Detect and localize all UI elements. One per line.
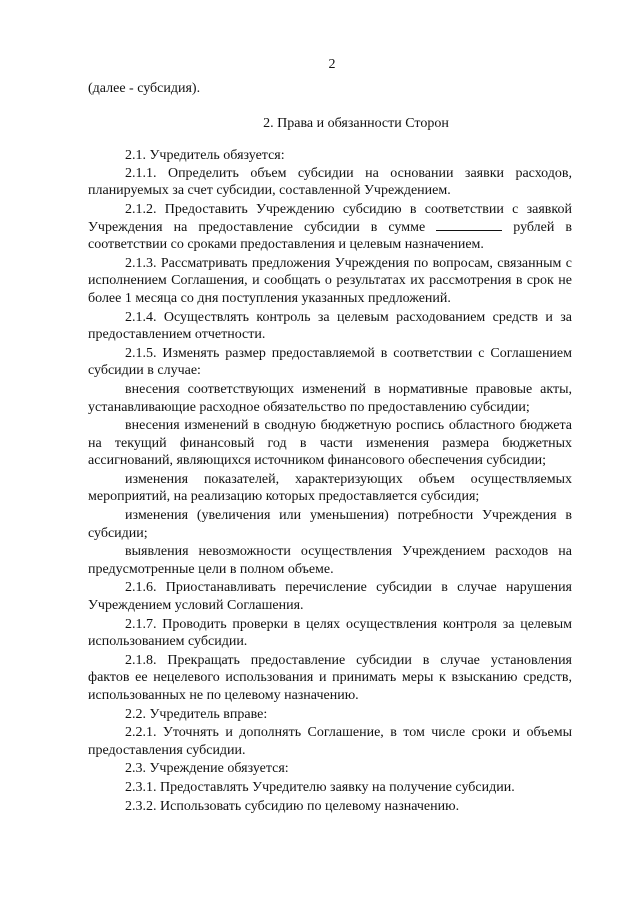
clause-2-1: 2.1. Учредитель обязуется: (125, 148, 285, 164)
clause-2-3-1: 2.3.1. Предоставлять Учредителю заявку на получение субсидии. (125, 779, 515, 795)
case-impossibility: выявления невозможности осуществления Учреждением расходов на предусмотренные цели в полном объеме. (88, 544, 572, 577)
document-page (88, 56, 572, 815)
clauses (88, 147, 572, 815)
case-legal-acts: внесения соответствующих изменений в нормативные правовые акты, устанавливающие расходное обязательство по предоставлению субсидии; (88, 381, 572, 415)
clause-2-3: 2.3. Учреждение обязуется: (125, 761, 289, 777)
clause-2-1-5: 2.1.5. Изменять размер предоставляемой в соответствии с Соглашением субсидии в случае: (88, 345, 572, 379)
case-needs: изменения (увеличения или уменьшения) потребности Учреждения в субсидии; (88, 508, 572, 541)
intro-text: (далее - субсидия). (88, 81, 201, 96)
clause-2-1-1: 2.1.1. Определить объем субсидии на основании заявки расходов, планируемых за счет субсидии, составленной Учреждением. (88, 165, 572, 199)
clause-2-1-2-text-after: рублей в соответствии со сроками предоставления и целевым назначением. (88, 219, 573, 253)
clause-2-2: 2.2. Учредитель вправе: (125, 706, 268, 722)
clause-2-1-2 (88, 201, 572, 254)
section-title: 2. Права и обязанности Сторон (263, 115, 449, 131)
clause-2-1-2-text-before: 2.1.2. Предоставить Учреждению субсидию в соответствии с заявкой Учреждения на предоставление субсидии в сумме (88, 201, 572, 235)
case-budget-changes: внесения изменений в сводную бюджетную роспись областного бюджета на текущий финансовый год в части изменения размера бюджетных ассигнований, являющихся источником финансового обеспечения субсидии; (88, 418, 572, 469)
case-indicators: изменения показателей, характеризующих объем осуществляемых мероприятий, на реализацию которых предоставляется субсидия; (88, 471, 572, 505)
clause-2-1-7: 2.1.7. Проводить проверки в целях осуществления контроля за целевым использованием субсидии. (88, 616, 572, 650)
clause-2-1-8: 2.1.8. Прекращать предоставление субсидии в случае установления фактов ее нецелевого использования и принимать меры к взысканию средств, использованных не по целевому назначению. (88, 652, 572, 703)
clause-2-3-2: 2.3.2. Использовать субсидию по целевому назначению. (125, 798, 460, 814)
clause-2-1-6: 2.1.6. Приостанавливать перечисление субсидии в случае нарушения Учреждением условий Соглашения. (88, 580, 572, 614)
page-number: 2 (328, 57, 336, 72)
amount-blank-line (436, 220, 502, 231)
clause-2-1-3: 2.1.3. Рассматривать предложения Учреждения по вопросам, связанным с исполнением Соглашения, и сообщать о результатах их рассмотрения в срок не более 1 месяца со дня поступления указанных предложений. (88, 255, 572, 306)
clause-2-1-4: 2.1.4. Осуществлять контроль за целевым расходованием средств и за предоставлением отчетности. (88, 309, 572, 343)
clause-2-2-1: 2.2.1. Уточнять и дополнять Соглашение, в том числе сроки и объемы предоставления субсидии. (88, 725, 572, 758)
